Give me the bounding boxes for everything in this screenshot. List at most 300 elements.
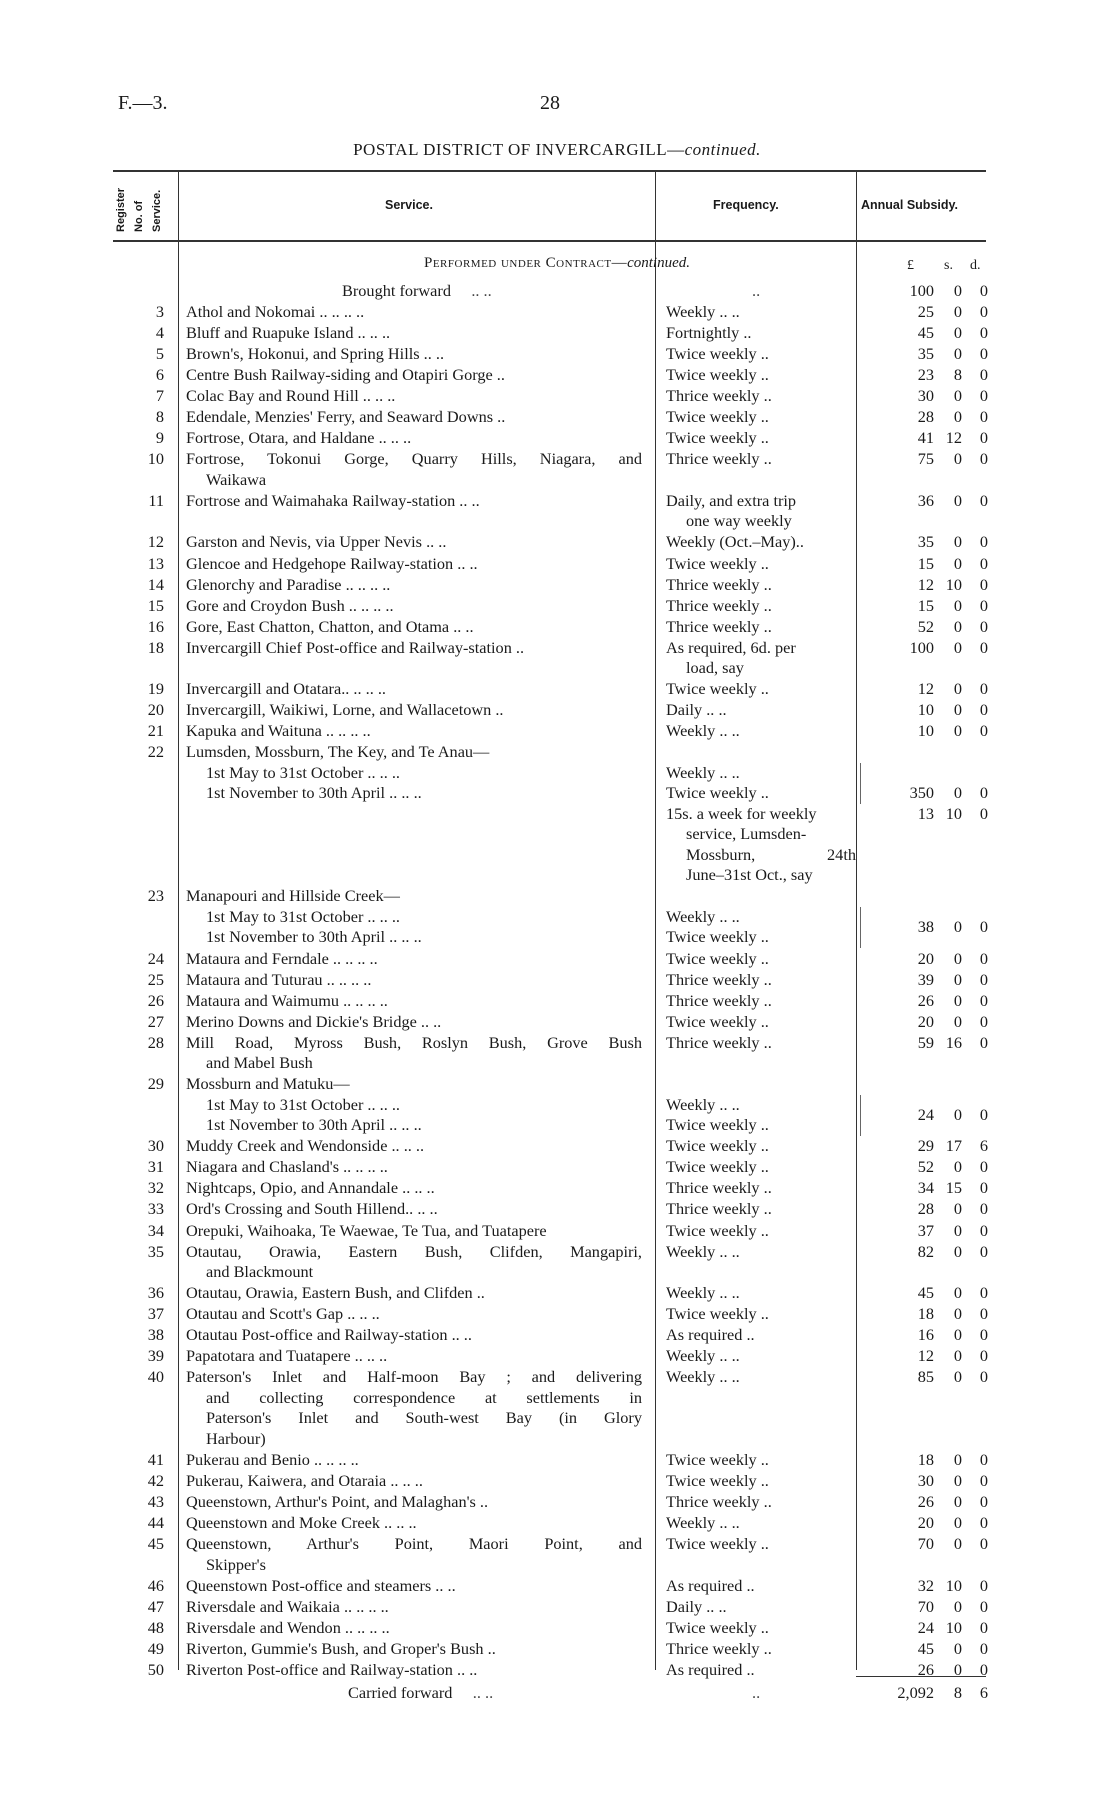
service-description: [186, 491, 642, 512]
subsidy-pounds: 37: [917, 1220, 934, 1240]
register-number: 15: [147, 595, 164, 615]
subsidy-pounds: 52: [917, 616, 934, 636]
brace-icon: [860, 1095, 865, 1136]
service-line: Waikawa: [206, 469, 267, 489]
subsidy-shillings: 8: [953, 365, 962, 385]
register-number: 5: [155, 344, 164, 364]
subsidy-pence: 0: [979, 1105, 988, 1124]
service-line: Fortrose, Otara, and Haldane .. .. ..: [186, 428, 412, 448]
register-number: 45: [147, 1534, 164, 1554]
subsidy-pence: 0: [979, 1513, 988, 1532]
frequency-line: Weekly .. ..: [666, 1367, 740, 1387]
register-number: 49: [147, 1638, 164, 1658]
frequency-line: Fortnightly ..: [666, 323, 752, 343]
subsidy-pence: 0: [979, 574, 988, 594]
frequency-line: Thrice weekly ..: [666, 1178, 772, 1198]
service-line: Brown's, Hokonui, and Spring Hills .. ..: [186, 344, 445, 364]
subsidy-pounds: 35: [917, 344, 934, 364]
service-line: Invercargill, Waikiwi, Lorne, and Wallacetown ..: [186, 700, 504, 720]
subsidy-shillings: 0: [953, 1470, 962, 1490]
service-line: Fortrose and Waimahaka Railway-station .. ..: [186, 490, 480, 510]
frequency: [666, 575, 856, 596]
subsidy-shillings: 0: [953, 1491, 962, 1511]
subsidy-pounds: 15: [917, 553, 934, 573]
service-line: Mataura and Tuturau .. .. .. ..: [186, 969, 372, 989]
frequency-line: Twice weekly ..: [666, 679, 769, 699]
service-line: 1st May to 31st October .. .. ..: [206, 762, 400, 782]
frequency-line: Mossburn, 24th: [686, 844, 856, 864]
subsidy-pounds: 59: [917, 1032, 934, 1052]
unit-pence: d.: [970, 258, 981, 273]
service-description: [186, 344, 642, 365]
title-suffix: continued.: [684, 140, 761, 159]
service-description: [186, 1534, 642, 1575]
frequency: [666, 1221, 856, 1242]
frequency: [666, 407, 856, 428]
subsidy-pence: 0: [979, 595, 988, 615]
service-line: Riversdale and Waikaia .. .. .. ..: [186, 1596, 389, 1616]
service-description: [186, 1221, 642, 1242]
service-line: Pukerau, Kaiwera, and Otaraia .. .. ..: [186, 1470, 423, 1490]
service-line: Riversdale and Wendon .. .. .. ..: [186, 1617, 390, 1637]
frequency: [666, 1534, 856, 1555]
frequency-line: Twice weekly ..: [666, 783, 769, 803]
subsidy-pence: 0: [979, 1367, 988, 1387]
frequency: [666, 1325, 856, 1346]
subsidy-pounds: 18: [917, 1304, 934, 1324]
service-line: Glenorchy and Paradise .. .. .. ..: [186, 574, 391, 594]
frequency: [666, 1074, 856, 1136]
subsidy-pence: 0: [979, 1575, 988, 1595]
subsidy-shillings: 0: [953, 407, 962, 427]
brace-icon: [860, 763, 865, 804]
subsidy-pounds: 35: [917, 532, 934, 552]
frequency: [666, 1199, 856, 1220]
subsidy-pounds: 20: [917, 1011, 934, 1031]
frequency-line: Weekly .. ..: [666, 1346, 740, 1366]
frequency-line: As required ..: [666, 1575, 755, 1595]
frequency: [666, 596, 856, 617]
register-header-line-1: Register: [115, 187, 127, 232]
frequency-line: [666, 742, 856, 763]
subsidy-pence: 0: [979, 553, 988, 573]
subsidy-pounds: 45: [917, 323, 934, 343]
register-number: 3: [155, 302, 164, 321]
subsidy-pence: 0: [979, 1011, 988, 1031]
subsidy-shillings: 0: [953, 637, 962, 657]
service-line: Paterson's Inlet and Half-moon Bay ; and delivering: [186, 1367, 642, 1387]
frequency: [666, 1242, 856, 1263]
register-header-line-2: No. of: [133, 200, 145, 232]
brought-forward-fq-leader: ..: [752, 281, 761, 300]
page-title: [0, 140, 1114, 160]
subsidy-pounds: 13: [917, 803, 934, 823]
brought-forward-pence: 0: [979, 281, 988, 300]
service-line: Riverton, Gummie's Bush, and Groper's Bush ..: [186, 1638, 496, 1658]
subsidy-pounds: 26: [917, 990, 934, 1010]
title-main: POSTAL DISTRICT OF INVERCARGILL—: [353, 140, 685, 159]
service-description: [186, 1492, 642, 1513]
subsidy-pence: 0: [979, 948, 988, 968]
subsidy-pounds: 82: [917, 1241, 934, 1261]
subsidy-pounds: 32: [917, 1575, 934, 1595]
subsidy-pence: 0: [979, 616, 988, 636]
service-description: [186, 323, 642, 344]
service-line: Ord's Crossing and South Hillend.. .. ..: [186, 1199, 438, 1219]
page-ref: F.—3.: [118, 92, 168, 114]
service-line: Otautau Post-office and Railway-station .. ..: [186, 1325, 472, 1345]
register-number: 37: [147, 1304, 164, 1324]
service-description: [186, 554, 642, 575]
service-description: [186, 1199, 642, 1220]
frequency: [666, 1012, 856, 1033]
subsidy-pounds: 26: [917, 1659, 934, 1679]
subsidy-pounds: 28: [917, 407, 934, 427]
subsidy-pounds: 16: [917, 1325, 934, 1345]
frequency: [666, 1178, 856, 1199]
subsidy-pence: 0: [979, 1032, 988, 1052]
frequency-line: Thrice weekly ..: [666, 969, 772, 989]
frequency-line: Thrice weekly ..: [666, 1638, 772, 1658]
frequency-line: Twice weekly ..: [666, 553, 769, 573]
frequency: [666, 1660, 856, 1681]
subsidy-pence: 0: [979, 679, 988, 699]
frequency: [666, 886, 856, 948]
service-description: [186, 1325, 642, 1346]
subsidy-pence: 0: [979, 1638, 988, 1658]
frequency: [666, 1346, 856, 1367]
service-description: [186, 1346, 642, 1367]
service-line: Mataura and Ferndale .. .. .. ..: [186, 948, 378, 968]
frequency: [666, 532, 856, 553]
subsidy-shillings: 0: [953, 700, 962, 720]
subsidy-pence: 0: [979, 1178, 988, 1198]
frequency: [666, 491, 856, 532]
subsidy-shillings: 0: [953, 1659, 962, 1679]
service-line: 1st November to 30th April .. .. ..: [206, 1115, 422, 1135]
subsidy-shillings: 0: [953, 1220, 962, 1240]
frequency-line: Twice weekly ..: [666, 1304, 769, 1324]
frequency: [666, 679, 856, 700]
subsidy-pounds: 28: [917, 1199, 934, 1219]
service-line: Lumsden, Mossburn, The Key, and Te Anau—: [186, 742, 490, 762]
service-description: [186, 365, 642, 386]
frequency-line: one way weekly: [686, 511, 792, 531]
service-line: and collecting correspondence at settlements in: [206, 1387, 642, 1407]
frequency-line: Twice weekly ..: [666, 365, 769, 385]
frequency: [666, 1576, 856, 1597]
register-number: 29: [147, 1074, 164, 1094]
frequency: [666, 1513, 856, 1534]
subsidy-pounds: 75: [917, 449, 934, 469]
subsidy-header: Annual Subsidy.: [861, 198, 958, 212]
service-description: [186, 1513, 642, 1534]
service-line: Papatotara and Tuatapere .. .. ..: [186, 1346, 388, 1366]
frequency: [666, 386, 856, 407]
service-line: Muddy Creek and Wendonside .. .. ..: [186, 1136, 425, 1156]
service-line: Invercargill and Otatara.. .. .. ..: [186, 679, 386, 699]
service-line: 1st November to 30th April .. .. ..: [206, 927, 422, 947]
frequency-line: Twice weekly ..: [666, 1220, 769, 1240]
frequency-line: Thrice weekly ..: [666, 1199, 772, 1219]
frequency-line: Daily .. ..: [666, 1596, 727, 1616]
frequency-line: [666, 1074, 856, 1095]
service-description: [186, 449, 642, 490]
subsidy-shillings: 0: [953, 1513, 962, 1532]
frequency-line: Weekly (Oct.–May)..: [666, 532, 804, 552]
subsidy-shillings: 0: [953, 721, 962, 741]
register-number: 19: [147, 679, 164, 699]
brought-forward-pounds: 100: [909, 281, 934, 300]
service-line: 1st November to 30th April .. .. ..: [206, 783, 422, 803]
subsidy-shillings: 0: [953, 595, 962, 615]
subsidy-pounds: 29: [917, 1136, 934, 1156]
service-line: Garston and Nevis, via Upper Nevis .. ..: [186, 532, 447, 552]
frequency: [666, 428, 856, 449]
subsidy-pounds: 45: [917, 1638, 934, 1658]
register-number: 43: [147, 1491, 164, 1511]
service-description: [186, 1074, 642, 1136]
register-number: 22: [147, 742, 164, 762]
service-line: Queenstown Post-office and steamers .. ..: [186, 1575, 456, 1595]
subsidy-pounds: 15: [917, 595, 934, 615]
register-header-line-3: Service.: [151, 189, 163, 232]
section-label: Performed under Contract—: [424, 255, 628, 271]
subsidy-shillings: 0: [953, 323, 962, 343]
service-description: [186, 1283, 642, 1304]
register-number: 44: [147, 1513, 164, 1532]
subsidy-shillings: 0: [953, 449, 962, 469]
frequency-line: Twice weekly ..: [666, 407, 769, 427]
frequency-header: Frequency.: [713, 198, 779, 212]
service-description: [186, 428, 642, 449]
register-number: 31: [147, 1157, 164, 1177]
subsidy-pounds: 100: [909, 637, 934, 657]
col-rule-3: [856, 170, 857, 1670]
subsidy-pounds: 350: [909, 783, 934, 803]
subsidy-pence: 0: [979, 1199, 988, 1219]
service-description: [186, 1597, 642, 1618]
service-line: Skipper's: [206, 1554, 266, 1574]
subsidy-pence: 6: [979, 1136, 988, 1156]
register-number: 50: [147, 1659, 164, 1679]
frequency-line: load, say: [686, 658, 744, 678]
subsidy-pence: 0: [979, 969, 988, 989]
subsidy-pence: 0: [979, 1470, 988, 1490]
service-line: and Blackmount: [206, 1262, 314, 1282]
subsidy-pence: 0: [979, 1304, 988, 1324]
subsidy-pence: 0: [979, 803, 988, 823]
service-line: Colac Bay and Round Hill .. .. ..: [186, 386, 396, 406]
subsidy-shillings: 0: [953, 1367, 962, 1387]
subsidy-pounds: 38: [917, 917, 934, 937]
frequency-line: Twice weekly ..: [666, 1115, 769, 1135]
frequency-line: [666, 886, 856, 907]
service-description: [186, 407, 642, 428]
service-line: Gore and Croydon Bush .. .. .. ..: [186, 595, 394, 615]
frequency: [666, 617, 856, 638]
service-description: [186, 638, 642, 659]
frequency: [666, 1136, 856, 1157]
subsidy-pence: 0: [979, 365, 988, 385]
register-number: 48: [147, 1617, 164, 1637]
subsidy-pounds: 30: [917, 1470, 934, 1490]
subsidy-shillings: 0: [953, 990, 962, 1010]
service-description: [186, 1012, 642, 1033]
subsidy-pence: 0: [979, 1157, 988, 1177]
brought-forward-leader: .. ..: [471, 281, 492, 300]
service-line: Fortrose, Tokonui Gorge, Quarry Hills, Niagara, and: [186, 449, 642, 469]
frequency: [666, 700, 856, 721]
subsidy-pence: 0: [979, 407, 988, 427]
subsidy-pounds: 25: [917, 302, 934, 321]
frequency-line: Twice weekly ..: [666, 428, 769, 448]
frequency-line: Twice weekly ..: [666, 1449, 769, 1469]
frequency-line: Weekly .. ..: [666, 1241, 740, 1261]
service-description: [186, 575, 642, 596]
subsidy-shillings: 0: [953, 1534, 962, 1554]
register-number: 26: [147, 990, 164, 1010]
brought-forward-shillings: 0: [953, 281, 962, 300]
service-description: [186, 1450, 642, 1471]
frequency-line: Daily, and extra trip: [666, 490, 797, 510]
subsidy-pounds: 24: [917, 1105, 934, 1124]
carried-forward-pounds: 2,092: [897, 1683, 934, 1702]
subsidy-shillings: 0: [953, 1157, 962, 1177]
register-number: 24: [147, 948, 164, 968]
unit-pounds: £: [907, 258, 914, 273]
frequency: [666, 742, 856, 886]
register-number: 46: [147, 1575, 164, 1595]
subsidy-pence: 0: [979, 1346, 988, 1366]
frequency-line: Twice weekly ..: [666, 344, 769, 364]
service-description: [186, 1618, 642, 1639]
subsidy-pence: 0: [979, 1449, 988, 1469]
frequency: [666, 554, 856, 575]
service-description: [186, 1471, 642, 1492]
subsidy-shillings: 10: [945, 1575, 962, 1595]
frequency: [666, 638, 856, 679]
service-line: Glencoe and Hedgehope Railway-station .. ..: [186, 553, 478, 573]
subsidy-pence: 0: [979, 344, 988, 364]
register-number: 13: [147, 553, 164, 573]
subsidy-pence: 0: [979, 302, 988, 321]
subsidy-pence: 0: [979, 1283, 988, 1303]
frequency-line: As required ..: [666, 1325, 755, 1345]
register-number: 16: [147, 616, 164, 636]
service-description: [186, 1576, 642, 1597]
frequency-line: June–31st Oct., say: [686, 865, 813, 885]
subsidy-pence: 0: [979, 783, 988, 803]
service-line: Bluff and Ruapuke Island .. .. ..: [186, 323, 391, 343]
frequency-line: service, Lumsden-: [686, 824, 807, 844]
service-line: Otautau, Orawia, Eastern Bush, and Clifden ..: [186, 1283, 485, 1303]
service-header: Service.: [385, 198, 433, 212]
service-description: [186, 1242, 642, 1283]
subsidy-pounds: 20: [917, 948, 934, 968]
col-rule-2: [655, 170, 656, 1670]
frequency-line: Thrice weekly ..: [666, 1491, 772, 1511]
service-line: Mossburn and Matuku—: [186, 1074, 350, 1094]
register-number: 21: [147, 721, 164, 741]
service-description: [186, 721, 642, 742]
col-rule-1: [178, 170, 179, 1670]
brace-icon: [860, 907, 865, 948]
subsidy-pence: 0: [979, 1596, 988, 1616]
frequency-line: Twice weekly ..: [666, 1136, 769, 1156]
service-description: [186, 1136, 642, 1157]
register-number: 25: [147, 969, 164, 989]
unit-shillings: s.: [944, 258, 953, 273]
subsidy-pence: 0: [979, 323, 988, 343]
subsidy-pence: 0: [979, 721, 988, 741]
service-line: Pukerau and Benio .. .. .. ..: [186, 1449, 359, 1469]
service-line: Paterson's Inlet and South-west Bay (in Glory: [206, 1408, 642, 1428]
frequency-line: As required, 6d. per: [666, 637, 796, 657]
frequency: [666, 1283, 856, 1304]
frequency-line: Thrice weekly ..: [666, 990, 772, 1010]
subsidy-pence: 0: [979, 428, 988, 448]
subsidy-pounds: 41: [917, 428, 934, 448]
subsidy-shillings: 15: [945, 1178, 962, 1198]
subsidy-pence: 0: [979, 1491, 988, 1511]
register-number: 42: [147, 1470, 164, 1490]
service-description: [186, 532, 642, 553]
service-description: [186, 886, 642, 948]
subsidy-shillings: 0: [953, 948, 962, 968]
frequency-line: Twice weekly ..: [666, 1617, 769, 1637]
subsidy-shillings: 0: [953, 1011, 962, 1031]
service-line: Harbour): [206, 1428, 266, 1448]
frequency: [666, 344, 856, 365]
register-number: 12: [147, 532, 164, 552]
register-number: 9: [155, 428, 164, 448]
subsidy-shillings: 0: [953, 1304, 962, 1324]
subsidy-shillings: 12: [945, 428, 962, 448]
page-number: 28: [540, 92, 560, 114]
subsidy-pence: 0: [979, 1325, 988, 1345]
subsidy-pounds: 85: [917, 1367, 934, 1387]
subsidy-pounds: 18: [917, 1449, 934, 1469]
subsidy-shillings: 0: [953, 1596, 962, 1616]
frequency-line: Thrice weekly ..: [666, 386, 772, 406]
subsidy-pence: 0: [979, 532, 988, 552]
frequency-line: Twice weekly ..: [666, 948, 769, 968]
register-number: 47: [147, 1596, 164, 1616]
subsidy-pounds: 10: [917, 700, 934, 720]
frequency: [666, 1450, 856, 1471]
register-number: 18: [147, 637, 164, 657]
register-number: 20: [147, 700, 164, 720]
subsidy-pounds: 39: [917, 969, 934, 989]
subsidy-shillings: 0: [953, 490, 962, 510]
subsidy-shillings: 0: [953, 917, 962, 937]
frequency: [666, 1492, 856, 1513]
subsidy-shillings: 0: [953, 969, 962, 989]
service-description: [186, 302, 642, 323]
service-line: Queenstown, Arthur's Point, Maori Point, and: [186, 1534, 642, 1554]
subsidy-pounds: 12: [917, 1346, 934, 1366]
subsidy-shillings: 0: [953, 1241, 962, 1261]
subsidy-pounds: 20: [917, 1513, 934, 1532]
subsidy-pence: 0: [979, 1617, 988, 1637]
service-description: [186, 386, 642, 407]
service-line: Manapouri and Hillside Creek—: [186, 886, 400, 906]
frequency-line: Thrice weekly ..: [666, 616, 772, 636]
subsidy-shillings: 0: [953, 1346, 962, 1366]
frequency: [666, 365, 856, 386]
register-number: 23: [147, 886, 164, 906]
